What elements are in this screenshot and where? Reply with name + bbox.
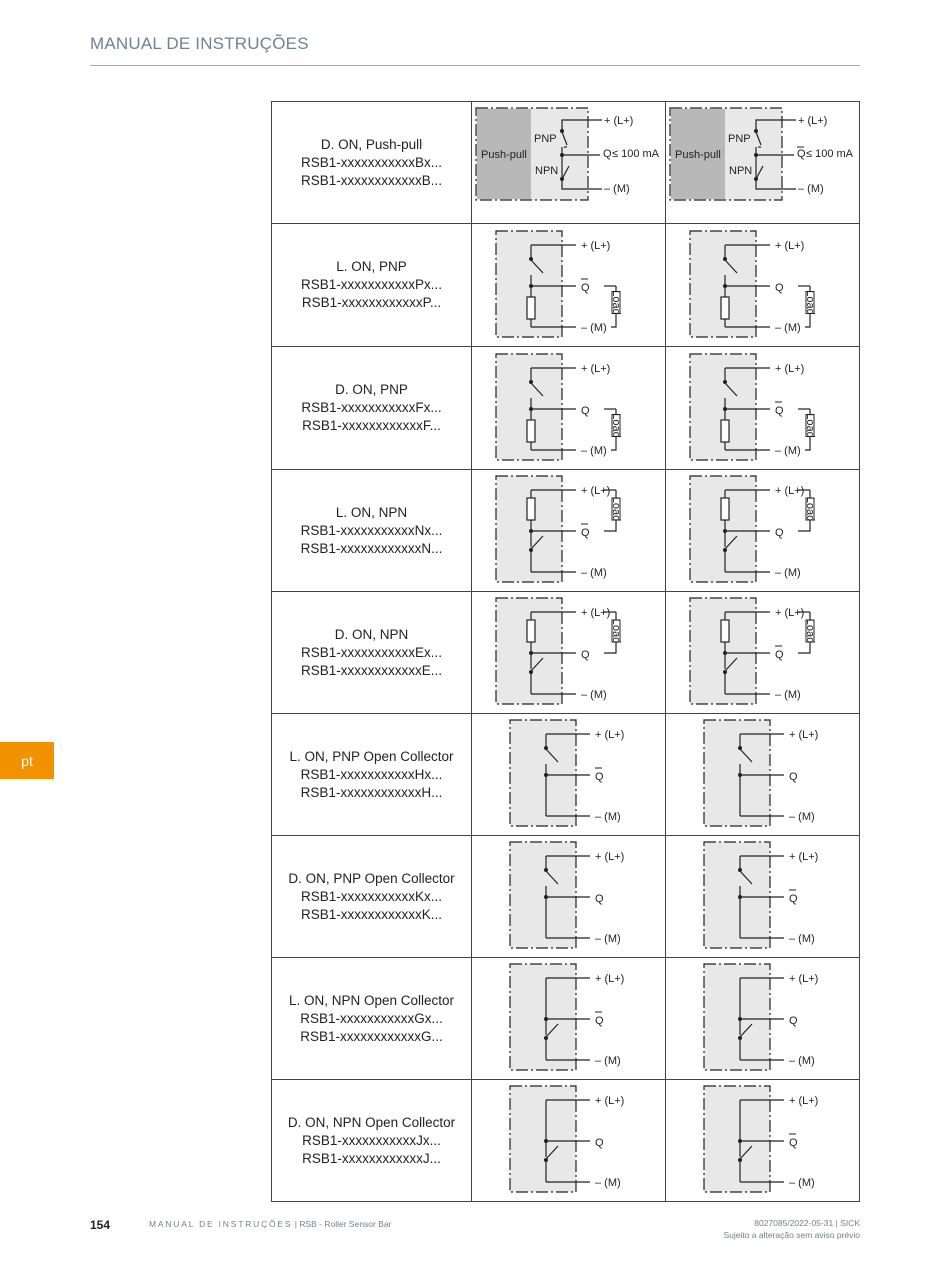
housing [690, 231, 756, 337]
wiring-row [272, 836, 860, 958]
mode-name: D. ON, Push-pull [320, 136, 423, 152]
diagram-cell-left [472, 1080, 666, 1202]
wiring-row [272, 102, 860, 224]
mode-name: D. ON, PNP Open Collector [288, 870, 455, 886]
wiring-row [272, 224, 860, 347]
q-label: Q [595, 1137, 604, 1149]
mode-name: L. ON, PNP [336, 259, 407, 274]
mode-name: L. ON, NPN [335, 504, 408, 520]
mode-name: L. ON, PNP Open Collector [289, 748, 454, 764]
q-label: Q [581, 527, 590, 539]
footer-brand: SICK [840, 1218, 860, 1228]
q-label: Q [789, 1137, 798, 1149]
plus-l-label: + (L+) [775, 485, 805, 497]
q-label: Q [789, 771, 798, 783]
diagram-cell-right [666, 470, 860, 592]
wiring-diagram [472, 836, 665, 957]
product-code-1: RSB1-xxxxxxxxxxxBx... [300, 154, 443, 170]
npn-label: NPN [729, 165, 753, 177]
q-label: Q [595, 1015, 604, 1027]
minus-m-label: – (M) [789, 1055, 815, 1067]
product-code-2: RSB1-xxxxxxxxxxxxH... [300, 784, 443, 800]
product-code-1: RSB1-xxxxxxxxxxxNx... [300, 522, 443, 538]
wiring-row [272, 347, 860, 470]
product-code-2: RSB1-xxxxxxxxxxxxF... [302, 418, 441, 433]
product-code-1: RSB1-xxxxxxxxxxxEx... [300, 644, 443, 660]
wiring-diagram [472, 225, 665, 346]
minus-m-label: – (M) [789, 933, 815, 945]
svg-text:Load: Load [804, 496, 817, 522]
pnp-label: PNP [534, 133, 557, 145]
q-label: Q [775, 527, 784, 539]
load-resistor [804, 619, 816, 643]
diagram-cell-left [472, 714, 666, 836]
plus-l-label: + (L+) [789, 851, 819, 863]
diagram-cell-left [472, 347, 666, 470]
wiring-row [272, 714, 860, 836]
minus-m-label: – (M) [789, 1177, 815, 1189]
plus-l-label: + (L+) [798, 115, 828, 127]
housing [510, 964, 576, 1070]
housing [496, 598, 562, 704]
plus-l-label: + (L+) [789, 973, 819, 985]
wiring-diagram [666, 348, 859, 469]
mode-name: D. ON, NPN Open Collector [287, 1114, 456, 1130]
plus-l-label: + (L+) [775, 607, 805, 619]
q-label: Q [603, 148, 612, 160]
minus-m-label: – (M) [595, 1177, 621, 1189]
svg-text:Load: Load [610, 412, 623, 438]
plus-l-label: + (L+) [595, 851, 625, 863]
diagram-cell-right [666, 714, 860, 836]
minus-m-label: – (M) [581, 321, 607, 334]
wiring-diagram [666, 1080, 859, 1201]
q-label: Q [775, 281, 784, 294]
load-resistor [804, 413, 816, 437]
plus-l-label: + (L+) [595, 973, 625, 985]
wiring-row [272, 470, 860, 592]
wiring-diagram [472, 1080, 665, 1201]
q-current-label: ≤ 100 mA [806, 148, 854, 160]
housing [496, 476, 562, 582]
product-code-2: RSB1-xxxxxxxxxxxxG... [300, 1028, 443, 1044]
load-resistor [610, 413, 622, 437]
wiring-diagram [472, 348, 665, 469]
mode-label-cell [272, 347, 472, 470]
mode-label-cell [272, 102, 472, 224]
product-code-1: RSB1-xxxxxxxxxxxFx... [301, 400, 442, 415]
plus-l-label: + (L+) [789, 1095, 819, 1107]
housing [704, 842, 770, 948]
minus-m-label: – (M) [775, 567, 801, 579]
product-code-2: RSB1-xxxxxxxxxxxxE... [300, 662, 443, 678]
wiring-diagram [666, 102, 859, 223]
product-code-1: RSB1-xxxxxxxxxxxHx... [300, 766, 443, 782]
housing [704, 1086, 770, 1192]
mode-label-cell [272, 836, 472, 958]
diagram-cell-left [472, 102, 666, 224]
diagram-cell-left [472, 958, 666, 1080]
diagram-cell-right [666, 592, 860, 714]
minus-m-label: – (M) [595, 811, 621, 823]
wiring-row [272, 592, 860, 714]
minus-m-label: – (M) [789, 811, 815, 823]
q-label: Q [581, 281, 590, 294]
mode-name: L. ON, NPN Open Collector [288, 992, 455, 1008]
minus-m-label: – (M) [775, 689, 801, 701]
housing [510, 720, 576, 826]
svg-text:Load: Load [804, 618, 817, 644]
diagram-cell-right [666, 224, 860, 347]
diagram-cell-right [666, 347, 860, 470]
wiring-diagram [472, 958, 665, 1079]
product-code-2: RSB1-xxxxxxxxxxxxP... [301, 295, 442, 310]
pushpull-label: Push-pull [481, 149, 527, 161]
product-code-1: RSB1-xxxxxxxxxxxJx... [302, 1132, 441, 1148]
mode-label-cell [272, 470, 472, 592]
wiring-diagram-table [271, 101, 860, 1202]
minus-m-label: – (M) [604, 183, 630, 195]
footer-meta [723, 1217, 860, 1241]
plus-l-label: + (L+) [581, 362, 611, 375]
housing [704, 964, 770, 1070]
svg-text:Load: Load [610, 289, 623, 315]
q-label: Q [797, 148, 806, 160]
svg-text:Load: Load [804, 412, 817, 438]
product-code-1: RSB1-xxxxxxxxxxxPx... [300, 277, 443, 292]
housing [510, 842, 576, 948]
q-label: Q [595, 771, 604, 783]
q-label: Q [581, 404, 590, 417]
minus-m-label: – (M) [595, 933, 621, 945]
mode-name: D. ON, PNP [335, 382, 408, 397]
product-code-2: RSB1-xxxxxxxxxxxxN... [300, 540, 443, 556]
plus-l-label: + (L+) [581, 485, 611, 497]
svg-text:Load: Load [610, 496, 623, 522]
wiring-diagram [666, 714, 859, 835]
wiring-diagram [666, 836, 859, 957]
diagram-cell-left [472, 470, 666, 592]
q-label: Q [789, 893, 798, 905]
mode-label-cell [272, 958, 472, 1080]
footer-doc-name: MANUAL DE INSTRUÇÕES [149, 1219, 293, 1229]
wiring-diagram [472, 470, 665, 591]
housing [496, 231, 562, 337]
load-resistor [610, 497, 622, 521]
housing [690, 476, 756, 582]
wiring-diagram [666, 225, 859, 346]
minus-m-label: – (M) [581, 689, 607, 701]
minus-m-label: – (M) [775, 444, 801, 457]
q-label: Q [789, 1015, 798, 1027]
product-code-2: RSB1-xxxxxxxxxxxxK... [300, 906, 443, 922]
q-label: Q [581, 649, 590, 661]
load-resistor [804, 290, 816, 314]
pushpull-label: Push-pull [675, 149, 721, 161]
plus-l-label: + (L+) [775, 239, 805, 252]
plus-l-label: + (L+) [581, 607, 611, 619]
plus-l-label: + (L+) [595, 1095, 625, 1107]
mode-label-cell [272, 224, 472, 347]
diagram-cell-right [666, 102, 860, 224]
footer-separator: | [294, 1219, 297, 1229]
svg-text:Load: Load [610, 618, 623, 644]
plus-l-label: + (L+) [581, 239, 611, 252]
diagram-cell-left [472, 592, 666, 714]
page-header-title: MANUAL DE INSTRUÇÕES [90, 34, 309, 53]
footer-separator: | [835, 1218, 838, 1228]
minus-m-label: – (M) [581, 444, 607, 457]
footer-notice: Sujeito a alteração sem aviso prévio [723, 1230, 860, 1240]
page-number: 154 [90, 1218, 111, 1232]
diagram-cell-right [666, 1080, 860, 1202]
svg-text:Load: Load [804, 289, 817, 315]
q-label: Q [775, 404, 784, 417]
header-divider [90, 65, 860, 66]
footer-product: RSB - Roller Sensor Bar [299, 1219, 392, 1229]
wiring-diagram [472, 714, 665, 835]
footer-document-title [149, 1219, 391, 1229]
load-resistor [610, 290, 622, 314]
housing [704, 720, 770, 826]
diagram-cell-right [666, 958, 860, 1080]
footer-doc-id: 8027085/2022-05-31 [754, 1218, 834, 1228]
pnp-label: PNP [728, 133, 751, 145]
mode-name: D. ON, NPN [334, 626, 409, 642]
housing [510, 1086, 576, 1192]
product-code-1: RSB1-xxxxxxxxxxxKx... [300, 888, 443, 904]
load-resistor [610, 619, 622, 643]
npn-label: NPN [535, 165, 559, 177]
housing [690, 598, 756, 704]
q-label: Q [595, 893, 604, 905]
minus-m-label: – (M) [775, 321, 801, 334]
language-tab[interactable]: pt [0, 742, 54, 779]
product-code-1: RSB1-xxxxxxxxxxxGx... [300, 1010, 443, 1026]
mode-label-cell [272, 1080, 472, 1202]
diagram-cell-right [666, 836, 860, 958]
q-current-label: ≤ 100 mA [612, 148, 660, 160]
mode-label-cell [272, 714, 472, 836]
wiring-diagram [472, 592, 665, 713]
plus-l-label: + (L+) [604, 115, 634, 127]
wiring-row [272, 958, 860, 1080]
wiring-diagram [666, 958, 859, 1079]
housing [496, 354, 562, 460]
wiring-diagram [472, 102, 665, 223]
diagram-cell-left [472, 224, 666, 347]
minus-m-label: – (M) [581, 567, 607, 579]
plus-l-label: + (L+) [595, 729, 625, 741]
product-code-2: RSB1-xxxxxxxxxxxxB... [300, 172, 443, 188]
diagram-cell-left [472, 836, 666, 958]
wiring-diagram [666, 470, 859, 591]
minus-m-label: – (M) [595, 1055, 621, 1067]
wiring-diagram [666, 592, 859, 713]
wiring-row [272, 1080, 860, 1202]
load-resistor [804, 497, 816, 521]
plus-l-label: + (L+) [789, 729, 819, 741]
q-label: Q [775, 649, 784, 661]
housing [690, 354, 756, 460]
minus-m-label: – (M) [798, 183, 824, 195]
mode-label-cell [272, 592, 472, 714]
product-code-2: RSB1-xxxxxxxxxxxxJ... [302, 1150, 441, 1166]
plus-l-label: + (L+) [775, 362, 805, 375]
